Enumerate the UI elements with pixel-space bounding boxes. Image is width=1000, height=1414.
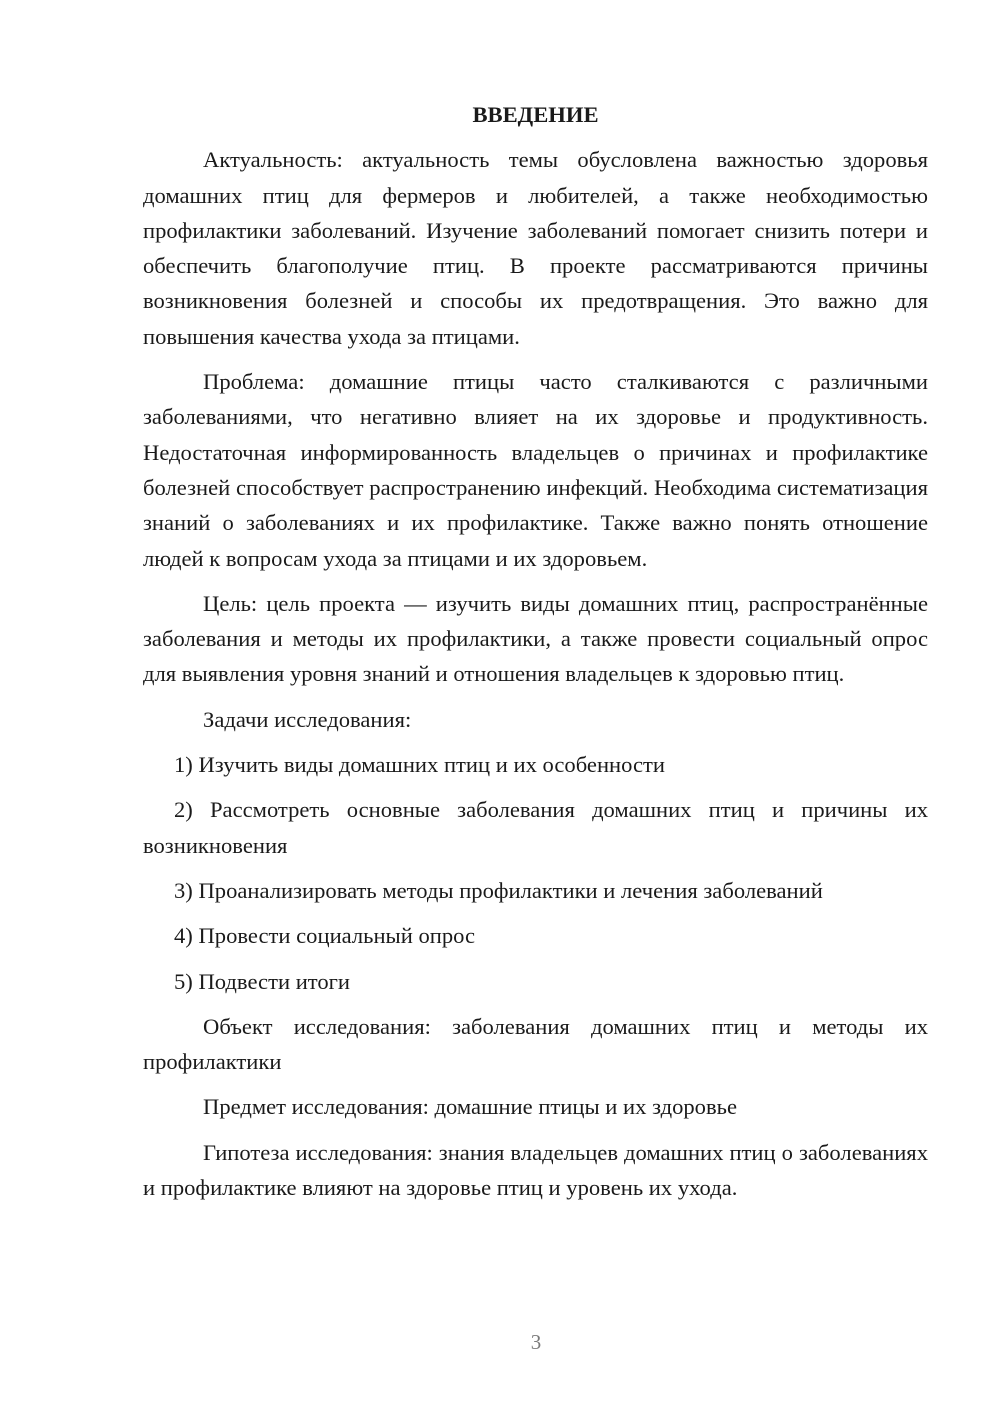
task-item-4: 4) Провести социальный опрос	[174, 923, 476, 949]
paragraph-subject: Предмет исследования: домашние птицы и их здоровье	[203, 1094, 737, 1120]
page-number: 3	[530, 1330, 542, 1354]
document-content	[143, 97, 928, 1215]
paragraph-goal: Цель: цель проекта — изучить виды домашних птиц, распространённые заболевания и методы их профилактики, а также провести социальный опрос для выявления уровня знаний и отношения владельцев к здоровью птиц.	[143, 590, 928, 687]
paragraph-relevance: Актуальность: актуальность темы обусловлена важностью здоровья домашних птиц для фермеров и любителей, а также необходимостью профилактики заболеваний. Изучение заболеваний помогает снизить потери и обеспечить благополучие птиц. В проекте рассматриваются причины возникновения болезней и способы их предотвращения. Это важно для повышения качества ухода за птицами.	[143, 147, 928, 349]
task-item-5: 5) Подвести итоги	[174, 968, 351, 994]
paragraph-object: Объект исследования: заболевания домашних птиц и методы их профилактики	[143, 1013, 928, 1075]
task-item-2: 2) Рассмотреть основные заболевания домашних птиц и причины их возникновения	[143, 797, 928, 858]
page-title: ВВЕДЕНИЕ	[472, 102, 599, 127]
task-item-3: 3) Проанализировать методы профилактики и лечения заболеваний	[174, 877, 823, 903]
tasks-heading: Задачи исследования:	[203, 706, 412, 732]
task-item-1: 1) Изучить виды домашних птиц и их особенности	[174, 752, 665, 778]
paragraph-problem: Проблема: домашние птицы часто сталкиваются с различными заболеваниями, что негативно влияет на их здоровье и продуктивность. Недостаточная информированность владельцев о причинах и профилактике болезней способствует распространению инфекций. Необходима систематизация знаний о заболеваниях и их профилактике. Также важно понять отношение людей к вопросам ухода за птицами и их здоровьем.	[143, 369, 928, 571]
paragraph-hypothesis: Гипотеза исследования: знания владельцев домашних птиц о заболеваниях и профилактике влияют на здоровье птиц и уровень их ухода.	[143, 1139, 928, 1201]
